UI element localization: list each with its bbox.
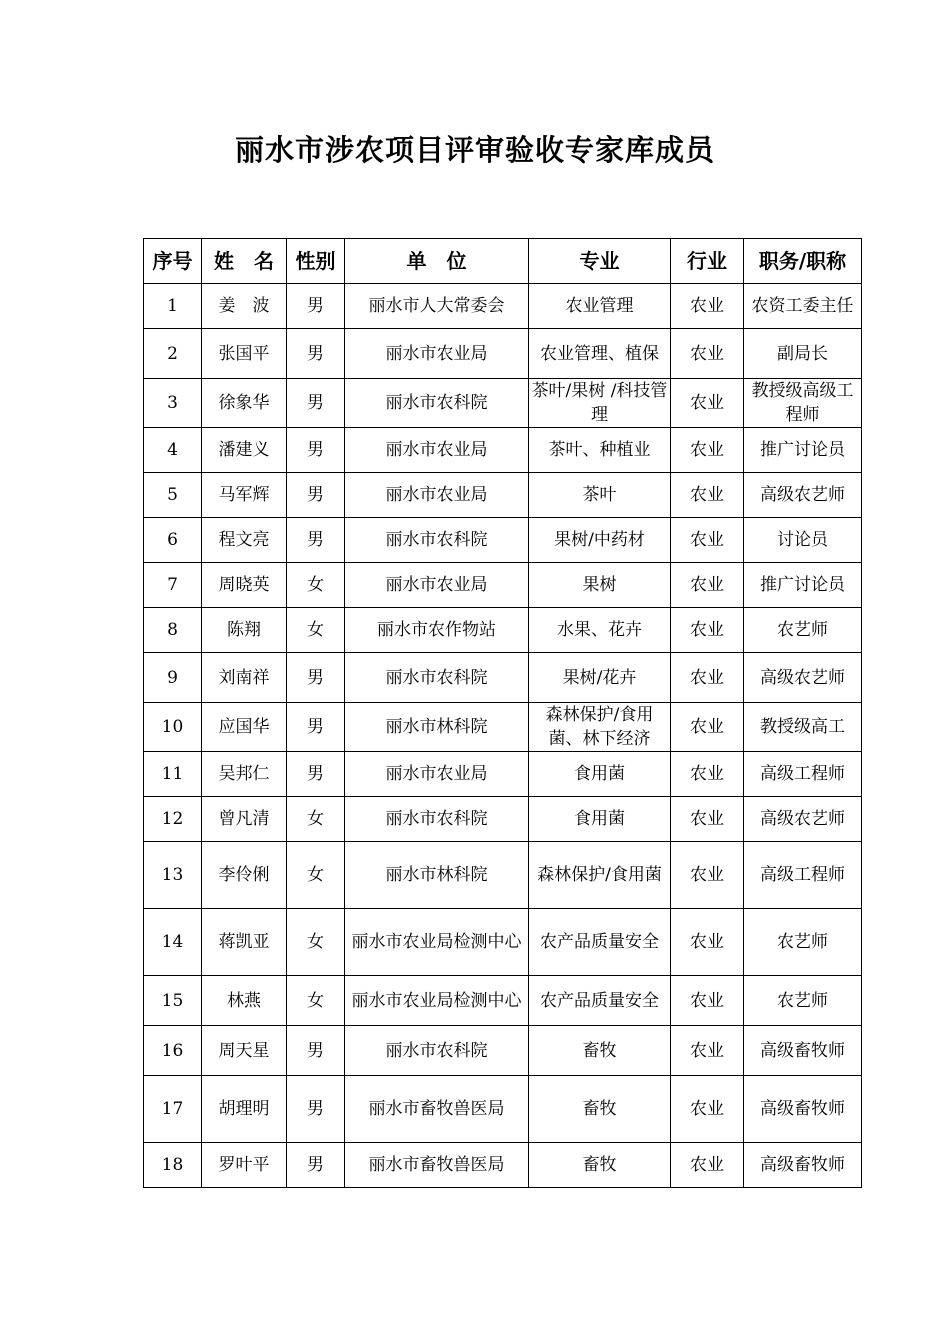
table-row [144,653,862,703]
cell-title: 高级工程师 [744,842,862,909]
table-row [144,797,862,842]
cell-specialty: 农产品质量安全 [529,976,671,1026]
cell-unit: 丽水市农科院 [345,379,529,428]
table-row [144,1076,862,1143]
cell-specialty: 畜牧 [529,1076,671,1143]
cell-specialty: 畜牧 [529,1143,671,1188]
cell-gender: 男 [287,428,345,473]
cell-name: 吴邦仁 [202,752,287,797]
cell-name: 刘南祥 [202,653,287,703]
cell-industry: 农业 [671,909,744,976]
cell-industry: 农业 [671,653,744,703]
cell-name: 姜 波 [202,284,287,329]
cell-specialty: 畜牧 [529,1026,671,1076]
cell-name: 徐象华 [202,379,287,428]
cell-unit: 丽水市人大常委会 [345,284,529,329]
cell-title: 推广讨论员 [744,563,862,608]
cell-serial: 15 [144,976,202,1026]
cell-serial: 8 [144,608,202,653]
cell-gender: 女 [287,842,345,909]
cell-name: 周天星 [202,1026,287,1076]
cell-serial: 18 [144,1143,202,1188]
cell-title: 教授级高级工程师 [744,379,862,428]
cell-title: 高级农艺师 [744,797,862,842]
cell-serial: 17 [144,1076,202,1143]
table-row [144,703,862,752]
cell-name: 马军辉 [202,473,287,518]
cell-unit: 丽水市林科院 [345,842,529,909]
header-industry: 行业 [671,239,744,284]
cell-name: 曾凡清 [202,797,287,842]
cell-title: 高级畜牧师 [744,1026,862,1076]
table-row [144,563,862,608]
cell-gender: 女 [287,797,345,842]
cell-industry: 农业 [671,284,744,329]
cell-title: 高级农艺师 [744,473,862,518]
cell-industry: 农业 [671,379,744,428]
cell-gender: 男 [287,329,345,379]
cell-gender: 女 [287,608,345,653]
cell-serial: 9 [144,653,202,703]
cell-unit: 丽水市农科院 [345,653,529,703]
cell-serial: 1 [144,284,202,329]
cell-industry: 农业 [671,703,744,752]
cell-unit: 丽水市农业局 [345,752,529,797]
table-row [144,1143,862,1188]
table-row [144,428,862,473]
table-row [144,752,862,797]
cell-name: 陈翔 [202,608,287,653]
cell-industry: 农业 [671,1143,744,1188]
table-body [144,284,862,1188]
cell-gender: 男 [287,473,345,518]
cell-title: 高级畜牧师 [744,1143,862,1188]
cell-serial: 16 [144,1026,202,1076]
cell-specialty: 农产品质量安全 [529,909,671,976]
cell-name: 程文亮 [202,518,287,563]
cell-gender: 男 [287,1076,345,1143]
cell-title: 农资工委主任 [744,284,862,329]
cell-gender: 男 [287,284,345,329]
cell-serial: 4 [144,428,202,473]
cell-title: 副局长 [744,329,862,379]
cell-unit: 丽水市农业局检测中心 [345,976,529,1026]
table-row [144,379,862,428]
cell-gender: 男 [287,1143,345,1188]
cell-gender: 男 [287,518,345,563]
cell-specialty: 农业管理、植保 [529,329,671,379]
cell-serial: 11 [144,752,202,797]
header-serial: 序号 [144,239,202,284]
cell-industry: 农业 [671,329,744,379]
cell-title: 推广讨论员 [744,428,862,473]
cell-specialty: 水果、花卉 [529,608,671,653]
cell-name: 应国华 [202,703,287,752]
cell-name: 张国平 [202,329,287,379]
cell-industry: 农业 [671,797,744,842]
cell-unit: 丽水市畜牧兽医局 [345,1076,529,1143]
cell-name: 胡理明 [202,1076,287,1143]
cell-unit: 丽水市农业局 [345,563,529,608]
cell-title: 农艺师 [744,976,862,1026]
cell-title: 教授级高工 [744,703,862,752]
cell-name: 潘建义 [202,428,287,473]
cell-specialty: 森林保护/食用菌 [529,842,671,909]
cell-name: 林燕 [202,976,287,1026]
cell-industry: 农业 [671,752,744,797]
table-row [144,1026,862,1076]
cell-name: 蒋凯亚 [202,909,287,976]
table-row [144,608,862,653]
table-row [144,842,862,909]
cell-unit: 丽水市农科院 [345,797,529,842]
expert-roster-table [143,238,862,1188]
cell-unit: 丽水市农科院 [345,1026,529,1076]
page-title: 丽水市涉农项目评审验收专家库成员 [234,133,715,167]
cell-gender: 女 [287,909,345,976]
cell-serial: 3 [144,379,202,428]
cell-industry: 农业 [671,976,744,1026]
cell-serial: 2 [144,329,202,379]
cell-name: 周晓英 [202,563,287,608]
cell-specialty: 食用菌 [529,752,671,797]
cell-title: 高级农艺师 [744,653,862,703]
cell-gender: 男 [287,703,345,752]
cell-name: 罗叶平 [202,1143,287,1188]
table-row [144,909,862,976]
cell-specialty: 果树 [529,563,671,608]
cell-unit: 丽水市农业局 [345,428,529,473]
cell-gender: 女 [287,563,345,608]
header-specialty: 专业 [529,239,671,284]
cell-industry: 农业 [671,1026,744,1076]
cell-title: 高级工程师 [744,752,862,797]
cell-industry: 农业 [671,1076,744,1143]
table-header-row [144,239,862,284]
cell-serial: 5 [144,473,202,518]
cell-title: 农艺师 [744,909,862,976]
cell-title: 高级畜牧师 [744,1076,862,1143]
cell-name: 李伶俐 [202,842,287,909]
cell-unit: 丽水市农业局 [345,473,529,518]
header-title: 职务/职称 [744,239,862,284]
header-gender: 性别 [287,239,345,284]
table-row [144,518,862,563]
cell-unit: 丽水市农作物站 [345,608,529,653]
header-unit: 单 位 [345,239,529,284]
cell-serial: 10 [144,703,202,752]
cell-specialty: 果树/花卉 [529,653,671,703]
cell-industry: 农业 [671,563,744,608]
cell-specialty: 茶叶/果树 /科技管理 [529,379,671,428]
cell-unit: 丽水市林科院 [345,703,529,752]
cell-industry: 农业 [671,518,744,563]
cell-industry: 农业 [671,473,744,518]
cell-specialty: 茶叶 [529,473,671,518]
table-row [144,284,862,329]
cell-unit: 丽水市农业局 [345,329,529,379]
cell-gender: 男 [287,653,345,703]
cell-unit: 丽水市畜牧兽医局 [345,1143,529,1188]
cell-serial: 7 [144,563,202,608]
cell-industry: 农业 [671,842,744,909]
cell-specialty: 森林保护/食用菌、林下经济 [529,703,671,752]
cell-gender: 女 [287,976,345,1026]
table-row [144,329,862,379]
cell-serial: 12 [144,797,202,842]
cell-specialty: 果树/中药材 [529,518,671,563]
cell-specialty: 农业管理 [529,284,671,329]
header-name: 姓 名 [202,239,287,284]
cell-specialty: 茶叶、种植业 [529,428,671,473]
cell-industry: 农业 [671,608,744,653]
cell-title: 农艺师 [744,608,862,653]
cell-industry: 农业 [671,428,744,473]
table-row [144,976,862,1026]
cell-gender: 男 [287,1026,345,1076]
cell-title: 讨论员 [744,518,862,563]
cell-unit: 丽水市农科院 [345,518,529,563]
cell-serial: 6 [144,518,202,563]
cell-gender: 男 [287,752,345,797]
cell-serial: 14 [144,909,202,976]
cell-serial: 13 [144,842,202,909]
table-row [144,473,862,518]
cell-specialty: 食用菌 [529,797,671,842]
cell-unit: 丽水市农业局检测中心 [345,909,529,976]
cell-gender: 男 [287,379,345,428]
